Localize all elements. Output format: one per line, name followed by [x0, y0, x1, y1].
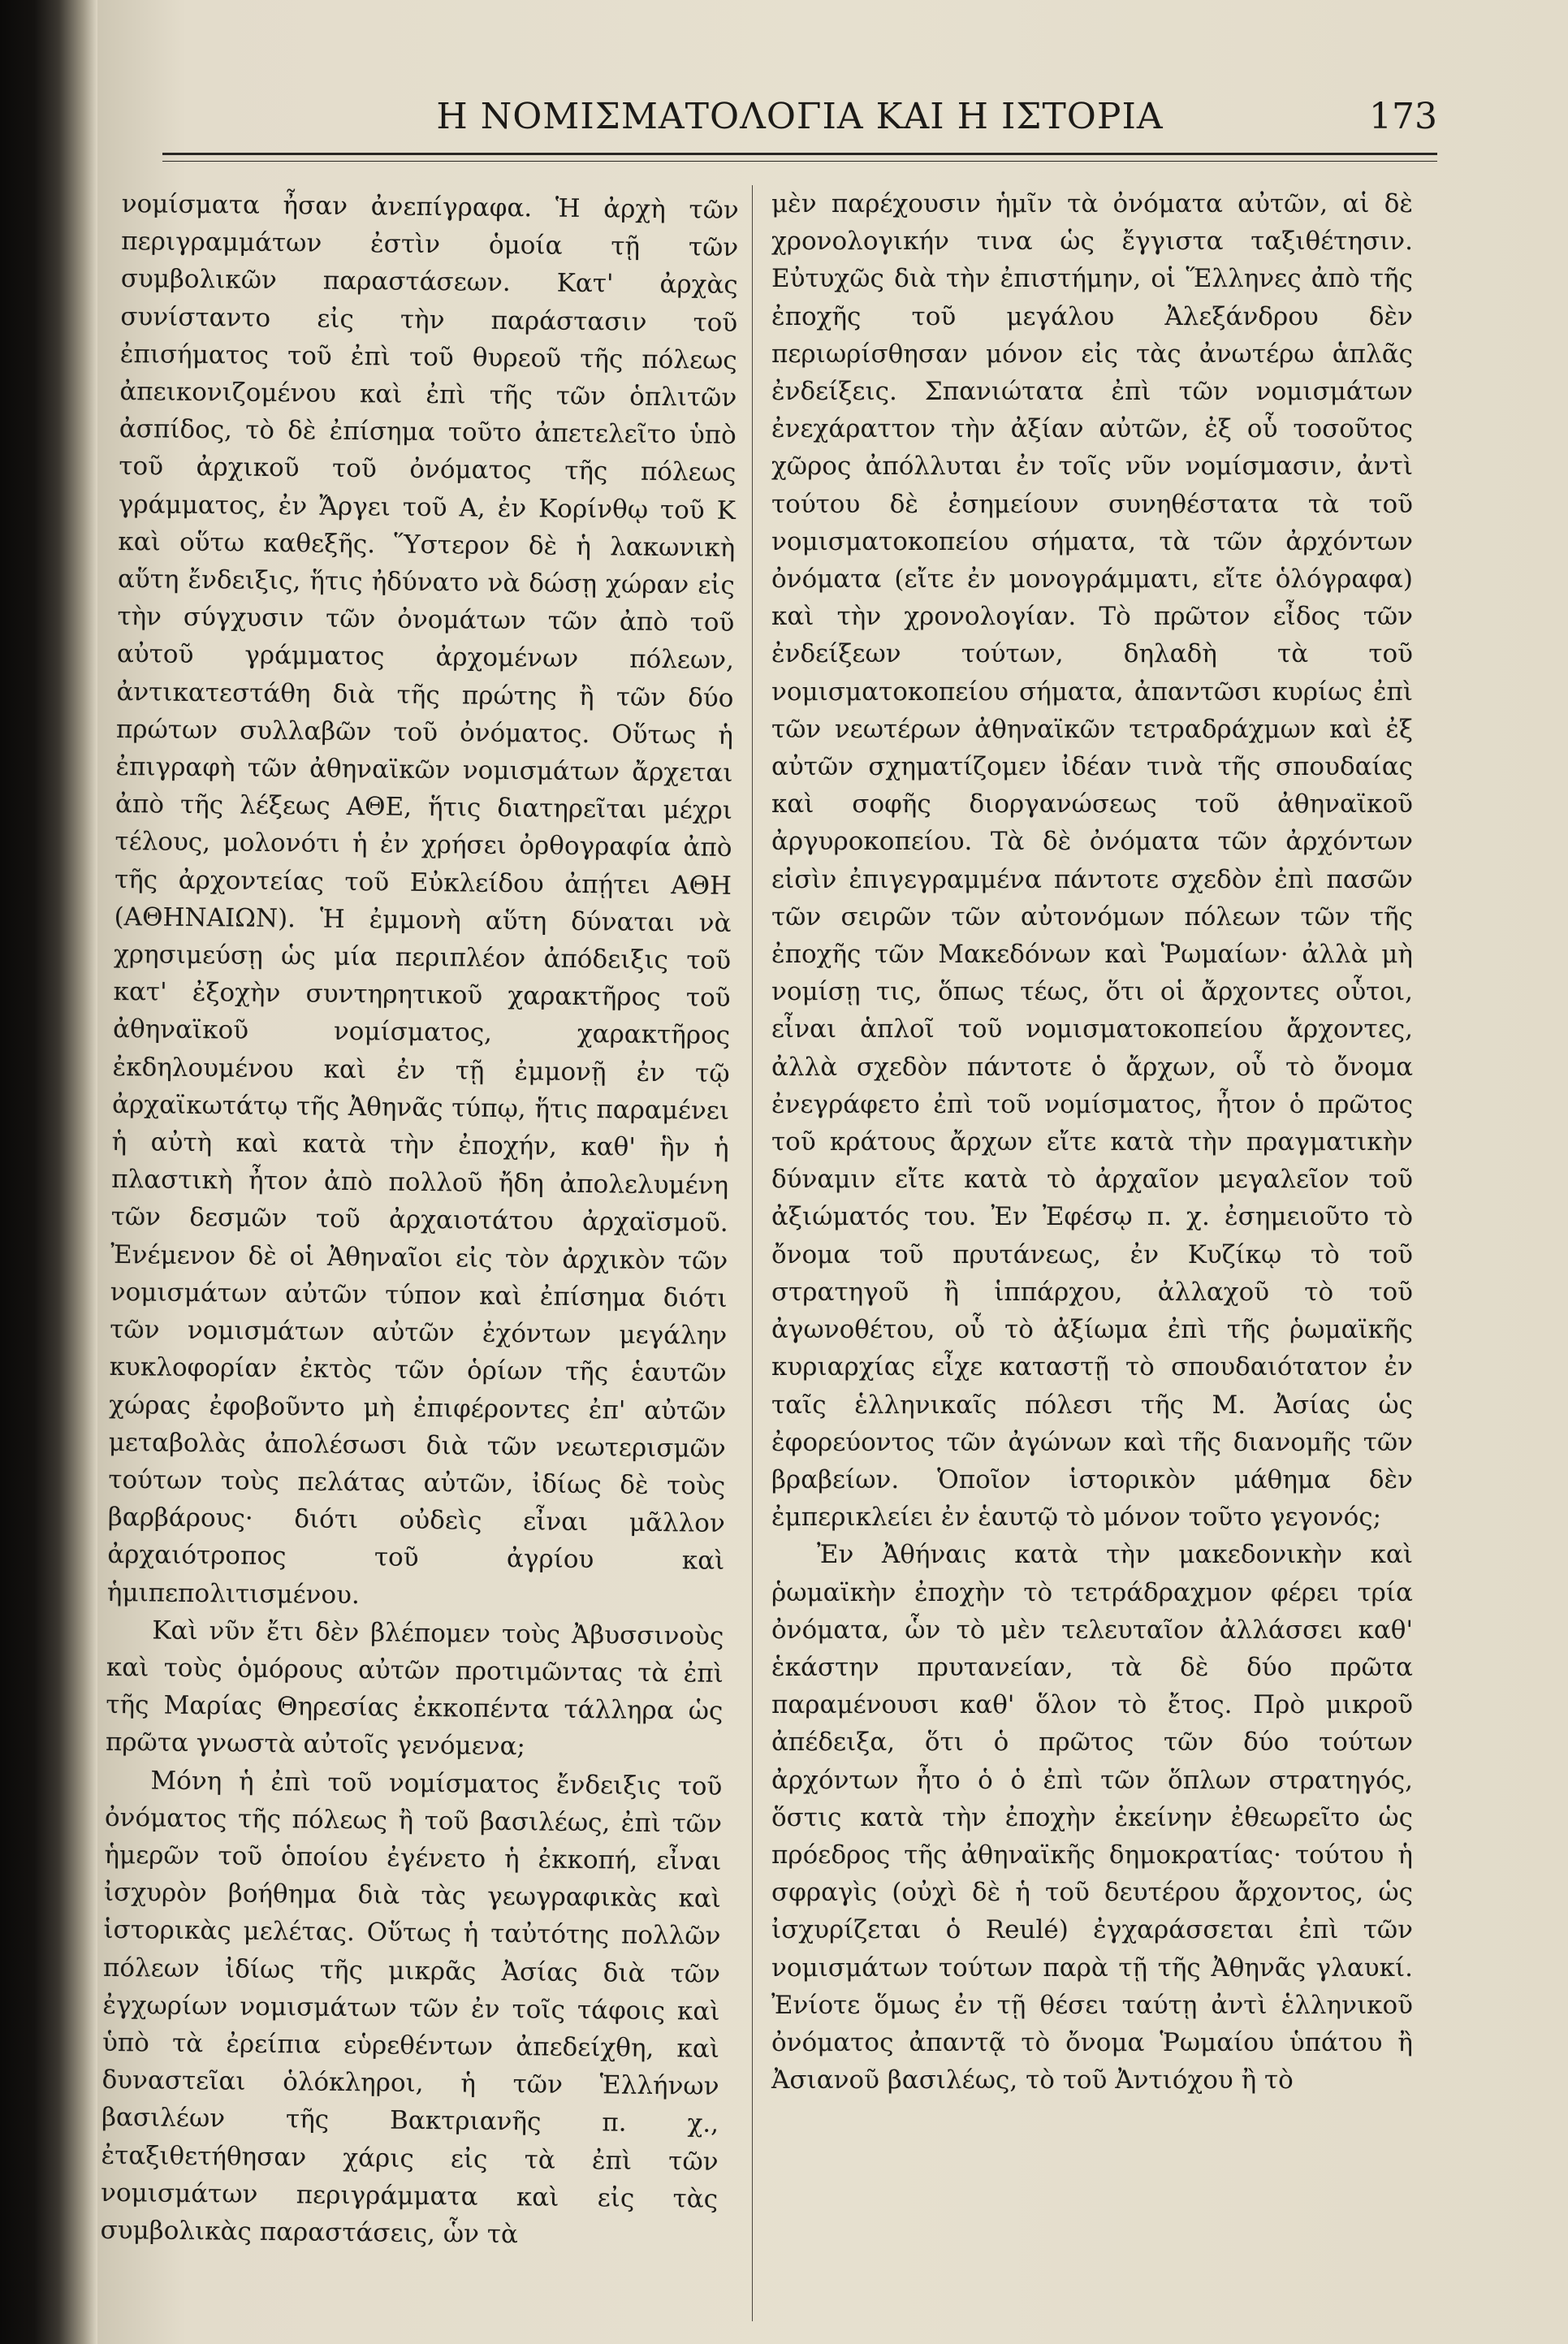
- left-column: [100, 185, 739, 2255]
- paragraph: Ἐν Ἀθήναις κατὰ τὴν μακεδονικὴν καὶ ῥωμαϊκὴν ἐποχὴν τὸ τετράδραχμον φέρει τρία ὀνόματα, ὧν τὸ μὲν τελευταῖον ἀλλάσσει καθ' ἑκάστην πρυτανείαν, τὰ δὲ δύο πρῶτα παραμένουσι καθ' ὅλον τὸ ἔτος. Πρὸ μικροῦ ἀπέδειξα, ὅτι ὁ πρῶτος τῶν δύο τούτων ἀρχόντων ἦτο ὁ ὁ ἐπὶ τῶν ὅπλων στρατηγός, ὅστις κατὰ τὴν ἐποχὴν ἐκείνην ἐθεωρεῖτο ὡς πρόεδρος τῆς ἀθηναϊκῆς δημοκρατίας· τούτου ἡ σφραγὶς (οὐχὶ δὲ ἡ τοῦ δευτέρου ἄρχοντος, ὡς ἰσχυρίζεται ὁ Reulé) ἐγχαράσσεται ἐπὶ τῶν νομισμάτων τούτων παρὰ τῇ τῆς Ἀθηνᾶς γλαυκί. Ἐνίοτε ὅμως ἐν τῇ θέσει ταύτῃ ἀντὶ ἑλληνικοῦ ὀνόματος ἀπαντᾷ τὸ ὄνομα Ῥωμαίου ὑπάτου ἢ Ἀσιανοῦ βασιλέως, τὸ τοῦ Ἀντιόχου ἢ τὸ: [771, 1540, 1413, 2095]
- page-header: [162, 96, 1437, 148]
- column-divider: [752, 185, 753, 2321]
- paragraph: μὲν παρέχουσιν ἡμῖν τὰ ὀνόματα αὐτῶν, αἱ δὲ χρονολογικήν τινα ὡς ἔγγιστα ταξιθέτησιν. Εὐτυχῶς διὰ τὴν ἐπιστήμην, οἱ Ἕλληνες ἀπὸ τῆς ἐποχῆς τοῦ μεγάλου Ἀλεξάνδρου δὲν περιωρίσθησαν μόνον εἰς τὰς ἀνωτέρω ἁπλᾶς ἐνδείξεις. Σπανιώτατα ἐπὶ τῶν νομισμάτων ἐνεχάραττον τὴν ἀξίαν αὐτῶν, ἐξ οὗ τοσοῦτος χῶρος ἀπόλλυται ἐν τοῖς νῦν νομίσμασιν, ἀντὶ τούτου δὲ ἐσημείουν συνηθέστατα τὰ τοῦ νομισματοκοπείου σήματα, τὰ τῶν ἀρχόντων ὀνόματα (εἴτε ἐν μονογράμματι, εἴτε ὁλόγραφα) καὶ τὴν χρονολογίαν. Τὸ πρῶτον εἶδος τῶν ἐνδείξεων τούτων, δηλαδὴ τὰ τοῦ νομισματοκοπείου σήματα, ἀπαντῶσι κυρίως ἐπὶ τῶν νεωτέρων ἀθηναϊκῶν τετραδράχμων καὶ ἐξ αὐτῶν σχηματίζομεν ἰδέαν τινὰ τῆς σπουδαίας καὶ σοφῆς διοργανώσεως τοῦ ἀθηναϊκοῦ ἀργυροκοπείου. Τὰ δὲ ὀνόματα τῶν ἀρχόντων εἰσὶν ἐπιγεγραμμένα πάντοτε σχεδὸν ἐπὶ πασῶν τῶν σειρῶν τῶν αὐτονόμων πόλεων τῶν τῆς ἐποχῆς τῶν Μακεδόνων καὶ Ῥωμαίων· ἀλλὰ μὴ νομίσῃ τις, ὅπως τέως, ὅτι οἱ ἄρχοντες οὗτοι, εἶναι ἁπλοῖ τοῦ νομισματοκοπείου ἄρχοντες, ἀλλὰ σχεδὸν πάντοτε ὁ ἄρχων, οὗ τὸ ὄνομα ἐνεγράφετο ἐπὶ τοῦ νομίσματος, ἦτον ὁ πρῶτος τοῦ κράτους ἄρχων εἴτε κατὰ τὴν πραγματικὴν δύναμιν εἴτε κατὰ τὸ ἀρχαῖον μεγαλεῖον τοῦ ἀξιώματός του. Ἐν Ἐφέσῳ π. χ. ἐσημειοῦτο τὸ ὄνομα τοῦ πρυτάνεως, ἐν Κυζίκῳ τὸ τοῦ στρατηγοῦ ἢ ἱππάρχου, ἀλλαχοῦ τὸ τοῦ ἀγωνοθέτου, οὗ τὸ ἀξίωμα ἐπὶ τῆς ῥωμαϊκῆς κυριαρχίας εἶχε καταστῇ τὸ σπουδαιότατον ἐν ταῖς ἑλληνικαῖς πόλεσι τῆς Μ. Ἀσίας ὡς ἐφορεύοντος τῶν ἀγώνων καὶ τῆς διανομῆς τῶν βραβείων. Ὁποῖον ἱστορικὸν μάθημα δὲν ἐμπερικλείει ἐν ἑαυτῷ τὸ μόνον τοῦτο γεγονός;: [771, 189, 1413, 1533]
- paragraph: Καὶ νῦν ἔτι δὲν βλέπομεν τοὺς Ἀβυσσινοὺς καὶ τοὺς ὁμόρους αὐτῶν προτιμῶντας τὰ ἐπὶ τῆς Μαρίας Θηρεσίας ἐκκοπέντα τάλληρα ὡς πρῶτα γνωστὰ αὐτοῖς γενόμενα;: [105, 1615, 724, 1762]
- header-rule: [162, 153, 1437, 155]
- paragraph: νομίσματα ἦσαν ἀνεπίγραφα. Ἡ ἀρχὴ τῶν περιγραμμάτων ἐστὶν ὁμοία τῇ τῶν συμβολικῶν παραστάσεων. Κατ' ἀρχὰς συνίσταντο εἰς τὴν παράστασιν τοῦ ἐπισήματος τοῦ ἐπὶ τοῦ θυρεοῦ τῆς πόλεως ἀπεικονιζομένου καὶ ἐπὶ τῆς τῶν ὁπλιτῶν ἀσπίδος, τὸ δὲ ἐπίσημα τοῦτο ἀπετελεῖτο ὑπὸ τοῦ ἀρχικοῦ τοῦ ὀνόματος τῆς πόλεως γράμματος, ἐν Ἄργει τοῦ Α, ἐν Κορίνθῳ τοῦ Κ καὶ οὕτω καθεξῆς. Ὕστερον δὲ ἡ λακωνικὴ αὕτη ἔνδειξις, ἥτις ἠδύνατο νὰ δώσῃ χώραν εἰς τὴν σύγχυσιν τῶν ὀνομάτων τῶν ἀπὸ τοῦ αὐτοῦ γράμματος ἀρχομένων πόλεων, ἀντικατεστάθη διὰ τῆς πρώτης ἢ τῶν δύο πρώτων συλλαβῶν τοῦ ὀνόματος. Οὕτως ἡ ἐπιγραφὴ τῶν ἀθηναϊκῶν νομισμάτων ἄρχεται ἀπὸ τῆς λέξεως ΑΘΕ, ἥτις διατηρεῖται μέχρι τέλους, μολονότι ἡ ἐν χρήσει ὀρθογραφία ἀπὸ τῆς ἀρχοντείας τοῦ Εὐκλείδου ἀπῄτει ΑΘΗ (ΑΘΗΝΑΙΩΝ). Ἡ ἐμμονὴ αὕτη δύναται νὰ χρησιμεύσῃ ὡς μία περιπλέον ἀπόδειξις τοῦ κατ' ἐξοχὴν συντηρητικοῦ χαρακτῆρος τοῦ ἀθηναϊκοῦ νομίσματος, χαρακτῆρος ἐκδηλουμένου καὶ ἐν τῇ ἐμμονῇ ἐν τῷ ἀρχαϊκωτάτῳ τῆς Ἀθηνᾶς τύπῳ, ἥτις παραμένει ἡ αὐτὴ καὶ κατὰ τὴν ἐποχήν, καθ' ἣν ἡ πλαστικὴ ἦτον ἀπὸ πολλοῦ ἤδη ἀπολελυμένη τῶν δεσμῶν τοῦ ἀρχαιοτάτου ἀρχαϊσμοῦ. Ἐνέμενον δὲ οἱ Ἀθηναῖοι εἰς τὸν ἀρχικὸν τῶν νομισμάτων αὐτῶν τύπον καὶ ἐπίσημα διότι τῶν νομισμάτων αὐτῶν ἐχόντων μεγάλην κυκλοφορίαν ἐκτὸς τῶν ὁρίων τῆς ἑαυτῶν χώρας ἐφοβοῦντο μὴ ἐπιφέροντες ἐπ' αὐτῶν μεταβολὰς ἀπολέσωσι διὰ τῶν νεωτερισμῶν τούτων τοὺς πελάτας αὐτῶν, ἰδίως δὲ τοὺς βαρβάρους· διότι οὐδεὶς εἶναι μᾶλλον ἀρχαιότροπος τοῦ ἀγρίου καὶ ἡμιπεπολιτισμένου.: [106, 188, 739, 1610]
- paragraph: Μόνη ἡ ἐπὶ τοῦ νομίσματος ἔνδειξις τοῦ ὀνόματος τῆς πόλεως ἢ τοῦ βασιλέως, ἐπὶ τῶν ἡμερῶν τοῦ ὁποίου ἐγένετο ἡ ἐκκοπή, εἶναι ἰσχυρὸν βοήθημα διὰ τὰς γεωγραφικὰς καὶ ἱστορικὰς μελέτας. Οὕτως ἡ ταὐτότης πολλῶν πόλεων ἰδίως τῆς μικρᾶς Ἀσίας διὰ τῶν ἐγχωρίων νομισμάτων τῶν ἐν τοῖς τάφοις καὶ ὑπὸ τὰ ἐρείπια εὑρεθέντων ἀπεδείχθη, καὶ δυναστεῖαι ὁλόκληροι, ἡ τῶν Ἑλλήνων βασιλέων τῆς Βακτριανῆς π. χ., ἐταξιθετήθησαν χάρις εἰς τὰ ἐπὶ τῶν νομισμάτων περιγράμματα καὶ εἰς τὰς συμβολικὰς παραστάσεις, ὧν τὰ: [100, 1766, 723, 2250]
- right-column: [771, 185, 1413, 2099]
- page-number: 173: [1369, 96, 1437, 137]
- book-binding-shadow: [0, 0, 97, 2344]
- header-rule-thin: [162, 161, 1437, 162]
- running-title: Η ΝΟΜΙΣΜΑΤΟΛΟΓΙΑ ΚΑΙ Η ΙΣΤΟΡΙΑ: [436, 96, 1164, 137]
